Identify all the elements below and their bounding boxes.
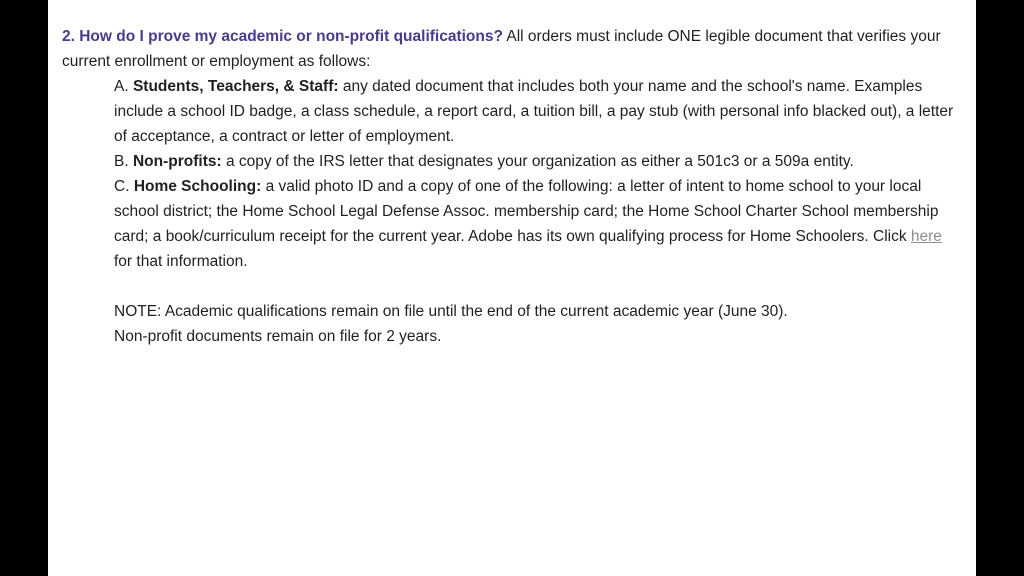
- note-line-2: Non-profit documents remain on file for 2 years.: [114, 328, 442, 345]
- list-item-c-body-after: for that information.: [114, 253, 248, 270]
- list-item-b-lead: Non-profits:: [132, 153, 222, 170]
- list-item-a-label: A.: [114, 78, 129, 95]
- list-item-b: [62, 149, 962, 174]
- list-item-b-label: B.: [114, 153, 129, 170]
- list-item-b-body: a copy of the IRS letter that designates your organization as either a 501c3 or a 509a entity.: [221, 153, 854, 170]
- list-item-c-body: a valid photo ID and a copy of one of the following: a letter of intent to home school to your local school district; the Home School Legal Defense Assoc. membership card; the Home School Charter School membership card; a book/curriculum receipt for the current year. Adobe has its own qualifying process for Home Schoolers. Click: [114, 178, 939, 245]
- question-paragraph: [62, 24, 962, 74]
- note-line-1: NOTE: Academic qualifications remain on file until the end of the current academic year (June 30).: [114, 303, 788, 320]
- home-schooler-info-link[interactable]: here: [910, 228, 942, 245]
- question-intro: All orders must include ONE legible document that verifies your current enrollment or employment as follows:: [62, 28, 941, 70]
- list-item-a-body: any dated document that includes both your name and the school's name. Examples include a school ID badge, a class schedule, a report card, a tuition bill, a pay stub (with personal info blacked out), a letter of acceptance, a contract or letter of employment.: [114, 78, 954, 145]
- list-item-c-label: C.: [114, 178, 130, 195]
- document-page: [48, 0, 976, 576]
- question-title: 2. How do I prove my academic or non-profit qualifications?: [62, 28, 503, 45]
- list-item-c: [62, 174, 962, 274]
- paragraph-spacer: [62, 274, 962, 299]
- document-content: [62, 24, 962, 349]
- list-item-a: [62, 74, 962, 149]
- list-item-c-lead: Home Schooling:: [133, 178, 262, 195]
- list-item-a-lead: Students, Teachers, & Staff:: [132, 78, 339, 95]
